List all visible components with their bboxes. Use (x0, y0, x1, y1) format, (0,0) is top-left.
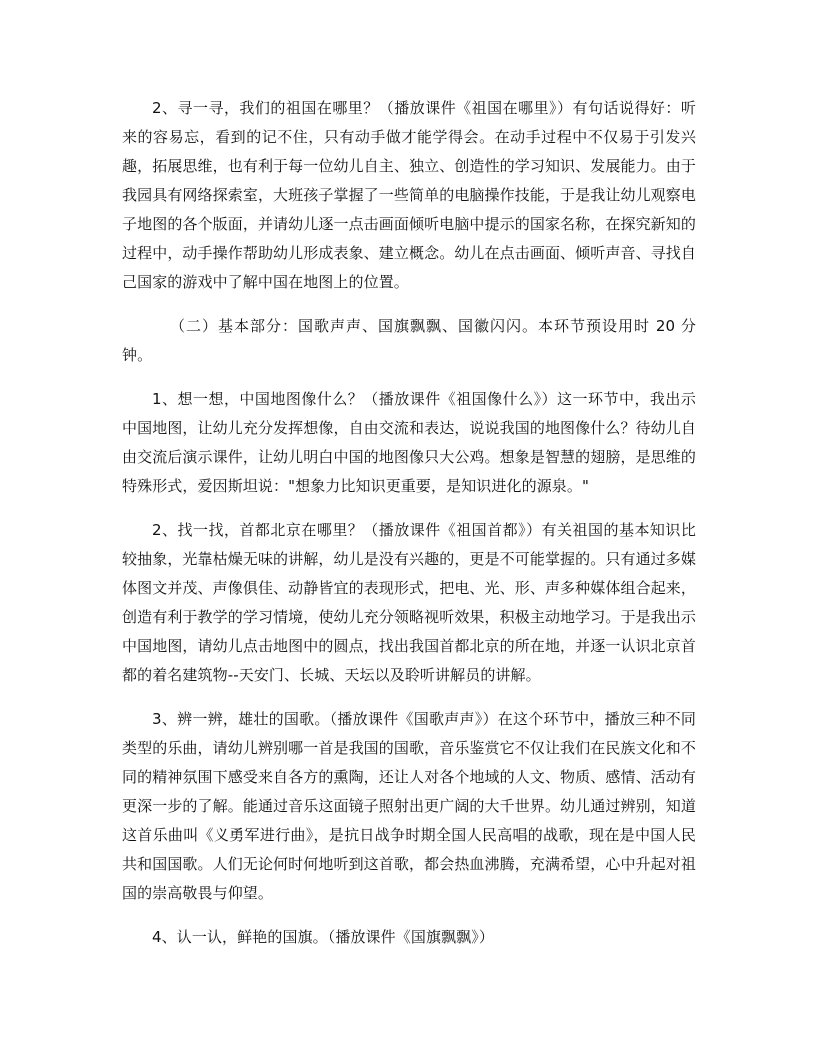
paragraph-imagine-map: 1、想一想，中国地图像什么？（播放课件《祖国像什么》）这一环节中，我出示中国地图，让幼儿充分发挥想像，自由交流和表达，说说我国的地图像什么？待幼儿自由交流后演示课件，让幼儿明白中国的地图像只大公鸡。想象是智慧的翅膀，是思维的特殊形式，爱因斯坦说："想象力比知识更重要，是知识进化的源泉。" (122, 390, 696, 495)
paragraph-find-motherland: 2、寻一寻，我们的祖国在哪里？（播放课件《祖国在哪里》）有句话说得好：听来的容易忘，看到的记不住，只有动手做才能学得会。在动手过程中不仅易于引发兴趣，拓展思维，也有利于每一位幼儿自主、独立、创造性的学习知识、发展能力。由于我园具有网络探索室，大班孩子掌握了一些简单的电脑操作技能，于是我让幼儿观察电子地图的各个版面，并请幼儿逐一点击画面倾听电脑中提示的国家名称，在探究新知的过程中，动手操作帮助幼儿形成表象、建立概念。幼儿在点击画面、倾听声音、寻找自己国家的游戏中了解中国在地图上的位置。 (122, 99, 696, 291)
paragraph-anthem: 3、辨一辨，雄壮的国歌。（播放课件《国歌声声》）在这个环节中，播放三种不同类型的乐曲，请幼儿辨别哪一首是我国的国歌，音乐鉴赏它不仅让我们在民族文化和不同的精神氛围下感受来自各方的熏陶，还让人对各个地域的人文、物质、感情、活动有更深一步的了解。能通过音乐这面镜子照射出更广阔的大千世界。幼儿通过辨别，知道这首乐曲叫《义勇军进行曲》，是抗日战争时期全国人民高唱的战歌，现在是中国人民共和国国歌。人们无论何时何地听到这首歌，都会热血沸腾，充满希望，心中升起对祖国的崇高敬畏与仰望。 (122, 710, 696, 902)
paragraph-find-beijing: 2、找一找，首都北京在哪里？（播放课件《祖国首都》）有关祖国的基本知识比较抽象，光靠枯燥无味的讲解，幼儿是没有兴趣的，更是不可能掌握的。只有通过多媒体图文并茂、声像俱佳、动静皆宜的表现形式，把电、光、形、声多种媒体组合起来，创造有利于教学的学习情境，使幼儿充分领略视听效果，积极主动地学习。于是我出示中国地图，请幼儿点击地图中的圆点，找出我国首都北京的所在地，并逐一认识北京首都的着名建筑物--天安门、长城、天坛以及聆听讲解员的讲解。 (122, 521, 696, 684)
paragraph-spacer (122, 370, 696, 385)
paragraph-flag: 4、认一认，鲜艳的国旗。（播放课件《国旗飘飘》） (152, 928, 494, 946)
paragraph-spacer (122, 297, 696, 312)
section-heading-basic: （二）基本部分：国歌声声、国旗飘飘、国徽闪闪。本环节预设用时 20 分钟。 (122, 317, 696, 364)
paragraph-spacer (122, 908, 696, 923)
paragraph-spacer (122, 501, 696, 516)
document-body (122, 94, 696, 952)
paragraph-spacer (122, 690, 696, 705)
